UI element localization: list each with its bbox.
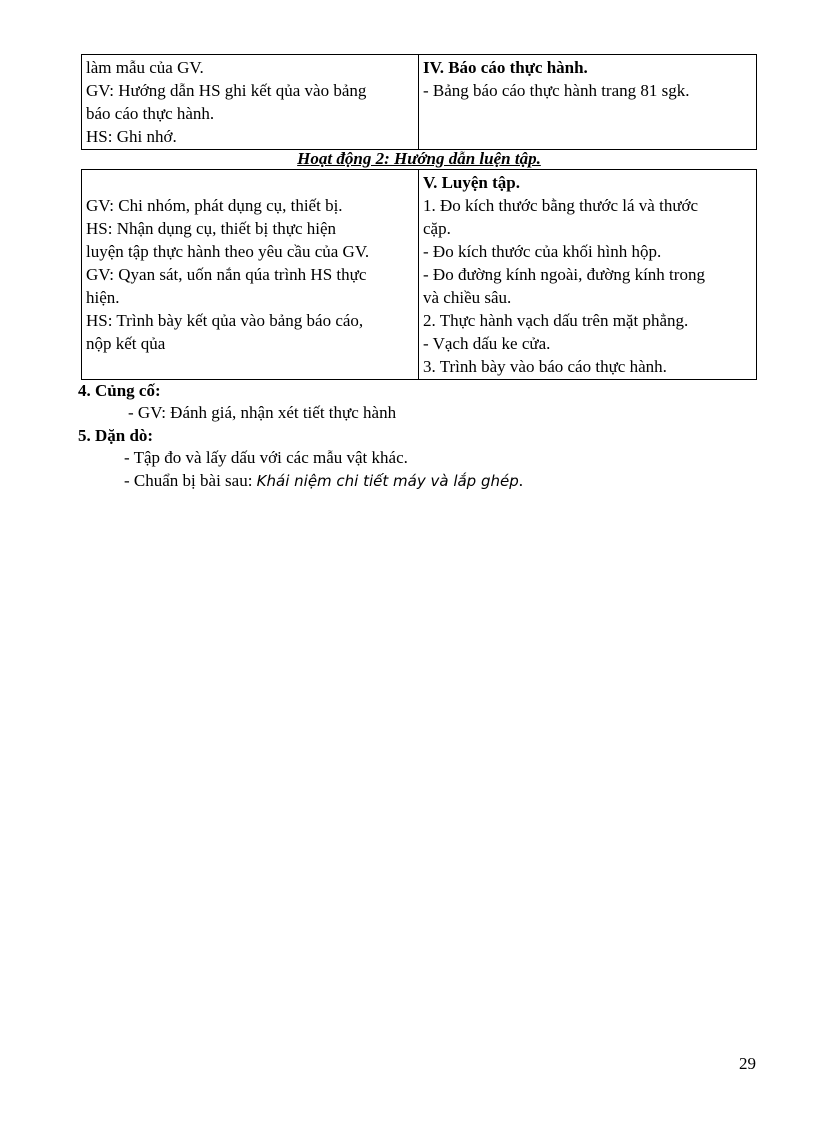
text-line: làm mẫu của GV. <box>86 58 204 77</box>
dan-do-prefix: - Chuẩn bị bài sau: <box>124 471 257 490</box>
table-row <box>82 55 757 150</box>
text-line: HS: Ghi nhớ. <box>86 127 177 146</box>
dan-do-line-2 <box>124 469 523 493</box>
text-line: hiện. <box>86 288 120 307</box>
teacher-student-activity-cell <box>82 170 419 380</box>
text-line: 2. Thực hành vạch dấu trên mặt phẳng. <box>423 311 689 330</box>
table-row <box>82 170 757 380</box>
text-line: GV: Hướng dẫn HS ghi kết qủa vào bảng <box>86 81 367 100</box>
text-line: nộp kết qủa <box>86 334 166 353</box>
content-cell <box>419 55 757 150</box>
text-line: GV: Qyan sát, uốn nắn qúa trình HS thực <box>86 265 367 284</box>
text-line: báo cáo thực hành. <box>86 104 215 123</box>
text-line: cặp. <box>423 219 451 238</box>
text-line: - Đo đường kính ngoài, đường kính trong <box>423 265 705 284</box>
content-cell <box>419 170 757 380</box>
text-line: 1. Đo kích thước bằng thước lá và thước <box>423 196 699 215</box>
teacher-student-activity-cell <box>82 55 419 150</box>
cung-co-line: - GV: Đánh giá, nhận xét tiết thực hành <box>128 403 397 422</box>
section-title: V. Luyện tập. <box>423 173 520 192</box>
dan-do-suffix: . <box>518 471 524 490</box>
text-line: - Bảng báo cáo thực hành trang 81 sgk. <box>423 81 690 100</box>
text-line: luyện tập thực hành theo yêu cầu của GV. <box>86 242 370 261</box>
text-line: HS: Trình bày kết qủa vào bảng báo cáo, <box>86 311 364 330</box>
section-heading-dan-do: 5. Dặn dò: <box>78 426 154 445</box>
text-line: - Đo kích thước của khối hình hộp. <box>423 242 662 261</box>
text-line: 3. Trình bày vào báo cáo thực hành. <box>423 357 667 376</box>
section-title: IV. Báo cáo thực hành. <box>423 58 588 77</box>
text-line: HS: Nhận dụng cụ, thiết bị thực hiện <box>86 219 337 238</box>
text-line: - Vạch dấu ke cửa. <box>423 334 551 353</box>
activity2-table <box>81 169 757 380</box>
dan-do-line-1: - Tập đo và lấy dấu với các mẫu vật khác. <box>124 448 408 467</box>
text-line: GV: Chi nhóm, phát dụng cụ, thiết bị. <box>86 196 343 215</box>
next-lesson-title: Khái niệm chi tiết máy và lắp ghép <box>256 472 519 490</box>
page-number: 29 <box>739 1054 756 1073</box>
activity1-table <box>81 54 757 150</box>
activity-title: Hoạt động 2: Hướng dẫn luện tập. <box>297 149 541 168</box>
text-line: và chiều sâu. <box>423 288 512 307</box>
section-heading-cung-co: 4. Củng cố: <box>78 381 161 400</box>
